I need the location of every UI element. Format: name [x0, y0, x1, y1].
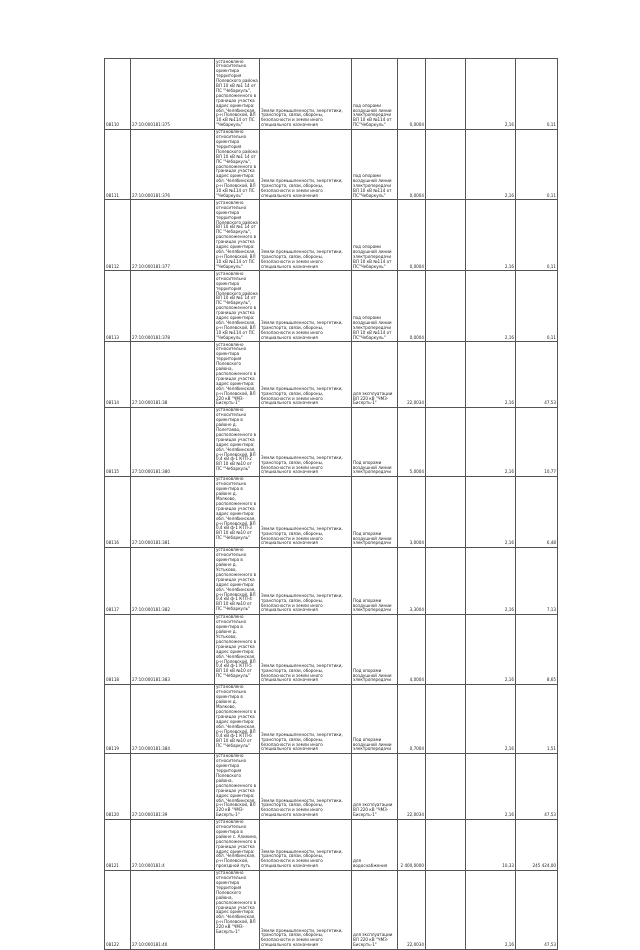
- permitted-use: под опорами воздушной линии электропередачи ВЛ 10 кВ №114 от ПС"Чебаркуль": [352, 59, 398, 130]
- tax-rate: 2,16: [466, 129, 516, 200]
- tax-rate: 2,16: [466, 684, 516, 753]
- land-category: Земли промышленности, энергетики, транспорта, связи, обороны, безопасности и земли иного специального назначения: [260, 476, 352, 547]
- land-category: Земли промышленности, энергетики, транспорта, связи, обороны, безопасности и земли иного специального назначения: [260, 753, 352, 819]
- cadastral-number: 27:10:000181:40: [131, 870, 215, 949]
- row-number: 08111: [105, 129, 131, 200]
- permitted-use: под опорами воздушной линии электропередачи ВЛ 10 кВ №114 от ПС"Чебаркуль": [352, 200, 398, 271]
- tax-rate: 2,16: [466, 870, 516, 949]
- plot-area: 0,7004: [398, 684, 426, 753]
- location-description: установлено относительно ориентира в районе д. Малково, расположенного в границах участка адрес ориентира: обл. Челябинская, р-н Полевской, ВЛ 0,4 кВ ф-1 КТП-6 ВЛ 10 кВ №10 от ПС "Чебаркуль": [215, 684, 260, 753]
- assessed-value: 0,11: [516, 200, 558, 271]
- assessed-value: 8,65: [516, 614, 558, 684]
- cadastral-number: 27:10:000181:4: [131, 819, 215, 870]
- cadastral-number: 27:10:000181:384: [131, 684, 215, 753]
- tax-rate: 2,16: [466, 271, 516, 342]
- tax-rate: 2,16: [466, 476, 516, 547]
- plot-area: 0,0004: [398, 59, 426, 130]
- row-number: 08116: [105, 476, 131, 547]
- assessed-value: 47,53: [516, 870, 558, 949]
- table-row: [105, 271, 558, 342]
- table-row: [105, 342, 558, 408]
- cadastral-number: 27:10:000181:381: [131, 476, 215, 547]
- table-row: [105, 407, 558, 476]
- permitted-use: Под опорами воздушной линии электропередачи: [352, 614, 398, 684]
- cadastral-number: 27:10:000181:377: [131, 200, 215, 271]
- plot-area: 3,3004: [398, 547, 426, 614]
- land-category: Земли промышленности, энергетики, транспорта, связи, обороны, безопасности и земли иного специального назначения: [260, 819, 352, 870]
- land-category: Земли промышленности, энергетики, транспорта, связи, обороны, безопасности и земли иного специального назначения: [260, 870, 352, 949]
- location-description: установлено относительно ориентира территория Полевского района ВЛ 10 кВ №1 14 от ПС "Чебаркуль", расположенного в границах участка адрес ориентира: обл. Челябинская, р-н Полевской, ВЛ 10 кВ №114 от ПС "Чебаркуль": [216, 58, 258, 128]
- table-row: [105, 200, 558, 271]
- empty-cell: [426, 476, 466, 547]
- location-description: установлено относительно ориентира в районе д. Полетаево, расположенного в границах участка адрес ориентира: обл. Челябинская, р-н Полевской, ВЛ 0,4 кВ ф-1 КТП-2 ВЛ 10 кВ №10 от ПС "Чебаркуль": [215, 407, 260, 476]
- table-row: [105, 476, 558, 547]
- permitted-use: Под опорами воздушной линии электропередачи: [352, 684, 398, 753]
- land-category: Земли промышленности, энергетики, транспорта, связи, обороны, безопасности и земли иного специального назначения: [260, 684, 352, 753]
- permitted-use: для эксплуатации ВЛ 220 кВ "ЧМЗ-Бисерть-1": [352, 342, 398, 408]
- assessed-value: 0,11: [516, 129, 558, 200]
- row-number: 08114: [105, 342, 131, 408]
- plot-area: 22,0034: [398, 753, 426, 819]
- empty-cell: [426, 684, 466, 753]
- assessed-value: 0,11: [516, 59, 558, 130]
- table-body: [105, 59, 558, 950]
- location-description: установлено относительно ориентира в районе с. Аликино, расположенного в границах участка адрес ориентира: обл. Челябинская, р-н Полевской, проездной путь: [215, 819, 260, 870]
- permitted-use: Под опорами воздушной линии электропередачи: [352, 547, 398, 614]
- cadastral-number: 27:10:000181:380: [131, 407, 215, 476]
- assessed-value: 1,51: [516, 684, 558, 753]
- empty-cell: [426, 753, 466, 819]
- empty-cell: [426, 342, 466, 408]
- land-category: Земли промышленности, энергетики, транспорта, связи, обороны, безопасности и земли иного специального назначения: [260, 200, 352, 271]
- plot-area: 0,0004: [398, 129, 426, 200]
- plot-area: 2 400,0000: [398, 819, 426, 870]
- location-description: установлено относительно ориентира территория Полевского района ВЛ 10 кВ №1 14 от ПС "Чебаркуль", расположенного в границах участка адрес ориентира: обл. Челябинская, р-н Полевской, ВЛ 10 кВ №114 от ПС "Чебаркуль": [215, 200, 260, 271]
- permitted-use: для эксплуатации ВЛ 220 кВ "ЧМЗ-Бисерть-1": [352, 753, 398, 819]
- assessed-value: 10,77: [516, 407, 558, 476]
- permitted-use: для водоснабжения: [352, 819, 398, 870]
- land-category: Земли промышленности, энергетики, транспорта, связи, обороны, безопасности и земли иного специального назначения: [260, 342, 352, 408]
- location-description: установлено относительно ориентира территория Полевского района ВЛ 10 кВ №1 14 от ПС "Чебаркуль", расположенного в границах участка адрес ориентира: обл. Челябинская, р-н Полевской, ВЛ 10 кВ №114 от ПС "Чебаркуль": [216, 270, 258, 340]
- row-number: 08110: [105, 59, 131, 130]
- empty-cell: [426, 271, 466, 342]
- table-row: [105, 614, 558, 684]
- row-number: 08118: [105, 614, 131, 684]
- table-row: [105, 819, 558, 870]
- assessed-value: 245 424,00: [516, 819, 558, 870]
- cadastral-number: 27:10:000181:376: [131, 129, 215, 200]
- land-category: Земли промышленности, энергетики, транспорта, связи, обороны, безопасности и земли иного специального назначения: [260, 271, 352, 342]
- plot-area: 4,0004: [398, 614, 426, 684]
- location-description: установлено относительно ориентира территория Полевского района, расположенного в границах участка адрес ориентира: обл. Челябинская, р-н Полевской, ВЛ 220 кВ "ЧМЗ-Бисерть-1": [215, 342, 260, 408]
- table-row: [105, 547, 558, 614]
- row-number: 08121: [105, 819, 131, 870]
- table-row: [105, 684, 558, 753]
- tax-rate: 2,16: [466, 59, 516, 130]
- land-category: Земли промышленности, энергетики, транспорта, связи, обороны, безопасности и земли иного специального назначения: [260, 547, 352, 614]
- location-description: установлено относительно ориентира территория Полевского района ВЛ 10 кВ №1 14 от ПС "Чебаркуль", расположенного в границах участка адрес ориентира: обл. Челябинская, р-н Полевской, ВЛ 10 кВ №114 от ПС "Чебаркуль": [216, 129, 258, 198]
- tax-rate: 2,16: [466, 407, 516, 476]
- cadastral-number: 27:10:000181:382: [131, 547, 215, 614]
- tax-rate: 2,16: [466, 342, 516, 408]
- cadastral-number: 27:10:000181:383: [131, 614, 215, 684]
- row-number: 08113: [105, 271, 131, 342]
- cadastral-number: 27:10:000181:378: [131, 271, 215, 342]
- permitted-use: Под опорами воздушной линии электропередачи: [352, 476, 398, 547]
- land-category: Земли промышленности, энергетики, транспорта, связи, обороны, безопасности и земли иного специального назначения: [260, 614, 352, 684]
- plot-area: 5,0004: [398, 407, 426, 476]
- cadastral-number: 27:10:000181:38: [131, 342, 215, 408]
- table-row: [105, 870, 558, 949]
- table-row: [105, 129, 558, 200]
- empty-cell: [426, 59, 466, 130]
- land-category: Земли промышленности, энергетики, транспорта, связи, обороны, безопасности и земли иного специального назначения: [260, 129, 352, 200]
- assessed-value: 0,11: [516, 271, 558, 342]
- permitted-use: для эксплуатации ВЛ 220 кВ "ЧМЗ-Бисерть-1": [352, 870, 398, 949]
- row-number: 08119: [105, 684, 131, 753]
- row-number: 08115: [105, 407, 131, 476]
- plot-area: 22,0034: [398, 870, 426, 949]
- cadastral-number: 27:10:000181:375: [131, 59, 215, 130]
- tax-rate: 2,16: [466, 200, 516, 271]
- cadastral-number: 27:10:000181:39: [131, 753, 215, 819]
- land-category: Земли промышленности, энергетики, транспорта, связи, обороны, безопасности и земли иного специального назначения: [260, 407, 352, 476]
- permitted-use: под опорами воздушной линии электропередачи ВЛ 10 кВ №114 от ПС"Чебаркуль": [352, 129, 398, 200]
- empty-cell: [426, 129, 466, 200]
- row-number: 08122: [105, 870, 131, 949]
- permitted-use: Под опорами воздушной линии электропередачи: [352, 407, 398, 476]
- assessed-value: 47,53: [516, 342, 558, 408]
- location-description: установлено относительно ориентира в районе д. Устьково, расположенного в границах участка адрес ориентира: обл. Челябинская, р-н Полевской, ВЛ 0,4 кВ ф-1 КТП-4 ВЛ 10 кВ №10 от ПС "Чебаркуль": [215, 547, 260, 614]
- location-description: установлено относительно ориентира территория Полевского района, расположенного в границах участка адрес ориентира: обл. Челябинская, р-н Полевской, ВЛ 220 кВ "ЧМЗ-Бисерть-1": [215, 753, 260, 819]
- land-register-table: [104, 58, 558, 950]
- tax-rate: 2,16: [466, 614, 516, 684]
- assessed-value: 47,53: [516, 753, 558, 819]
- empty-cell: [426, 407, 466, 476]
- empty-cell: [426, 870, 466, 949]
- location-description: установлено относительно ориентира территория Полевского района, расположенного в границах участка адрес ориентира: обл. Челябинская, р-н Полевской, ВЛ 220 кВ "ЧМЗ-Бисерть-1": [215, 870, 260, 949]
- empty-cell: [426, 819, 466, 870]
- empty-cell: [426, 547, 466, 614]
- empty-cell: [426, 614, 466, 684]
- plot-area: 22,0034: [398, 342, 426, 408]
- row-number: 08120: [105, 753, 131, 819]
- plot-area: 0,0004: [398, 200, 426, 271]
- tax-rate: 10,33: [466, 819, 516, 870]
- table-row: [105, 753, 558, 819]
- plot-area: 0,0004: [398, 271, 426, 342]
- plot-area: 3,0004: [398, 476, 426, 547]
- location-description: установлено относительно ориентира в районе д. Малково, расположенного в границах участка адрес ориентира: обл. Челябинская, р-н Полевской, ВЛ 0,4 кВ ф-1 КТП-3 ВЛ 10 кВ №10 от ПС "Чебаркуль": [215, 476, 260, 547]
- tax-rate: 2,16: [466, 547, 516, 614]
- row-number: 08117: [105, 547, 131, 614]
- assessed-value: 6,48: [516, 476, 558, 547]
- permitted-use: под опорами воздушной линии электропередачи ВЛ 10 кВ №114 от ПС"Чебаркуль": [352, 271, 398, 342]
- land-category: Земли промышленности, энергетики, транспорта, связи, обороны, безопасности и земли иного специального назначения: [260, 59, 352, 130]
- assessed-value: 7,13: [516, 547, 558, 614]
- tax-rate: 2,16: [466, 753, 516, 819]
- location-description: установлено относительно ориентира в районе д. Устьково, расположенного в границах участка адрес ориентира: обл. Челябинская, р-н Полевской, ВЛ 0,4 кВ ф-1 КТП-5 ВЛ 10 кВ №10 от ПС "Чебаркуль": [215, 614, 260, 684]
- empty-cell: [426, 200, 466, 271]
- row-number: 08112: [105, 200, 131, 271]
- table-row: [105, 59, 558, 130]
